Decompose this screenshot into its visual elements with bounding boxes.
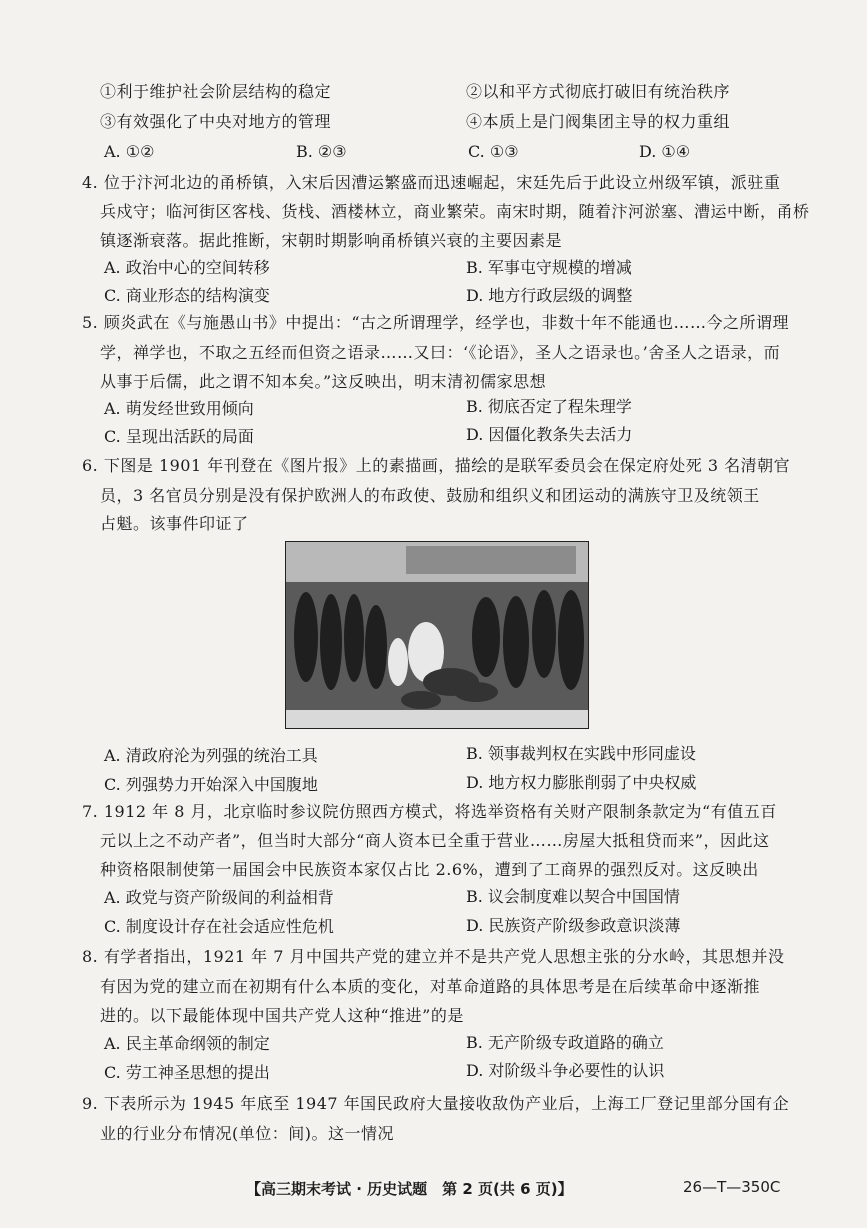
execution-sketch-image	[285, 541, 589, 729]
q3-statement-3: ③有效强化了中央对地方的管理	[100, 112, 332, 131]
q6-stem-line-1: 6. 下图是 1901 年刊登在《图片报》上的素描画，描绘的是联军委员会在保定府处死 3 名清朝官	[82, 456, 791, 475]
q7-stem-line-2: 元以上之不动产者”，但当时大部分“商人资本已全重于营业……房屋大抵租贷而来”，因此这	[100, 831, 770, 850]
q5-option-c: C. 呈现出活跃的局面	[104, 427, 254, 446]
page-footer-title: 【高三期末考试 · 历史试题 第 2 页(共 6 页)】	[246, 1180, 573, 1198]
q4-option-a: A. 政治中心的空间转移	[104, 258, 270, 277]
q8-option-a: A. 民主革命纲领的制定	[104, 1034, 270, 1053]
q4-option-b: B. 军事屯守规模的增减	[466, 258, 632, 277]
q8-stem-line-2: 有因为党的建立而在初期有什么本质的变化，对革命道路的具体思考是在后续革命中逐渐推	[100, 977, 761, 996]
q7-option-b: B. 议会制度难以契合中国国情	[466, 887, 680, 906]
q5-option-a: A. 萌发经世致用倾向	[104, 399, 254, 418]
q8-option-c: C. 劳工神圣思想的提出	[104, 1063, 270, 1082]
q3-statement-2: ②以和平方式彻底打破旧有统治秩序	[466, 82, 731, 101]
q3-option-a: A. ①②	[104, 142, 155, 161]
q3-statement-4: ④本质上是门阀集团主导的权力重组	[466, 112, 731, 131]
sketch-illustration	[286, 542, 588, 728]
q7-option-d: D. 民族资产阶级参政意识淡薄	[466, 916, 681, 935]
q6-option-b: B. 领事裁判权在实践中形同虚设	[466, 744, 696, 763]
q6-option-c: C. 列强势力开始深入中国腹地	[104, 775, 318, 794]
q5-option-d: D. 因僵化教条失去活力	[466, 425, 633, 444]
exam-code: 26—T—350C	[683, 1178, 781, 1196]
q6-option-d: D. 地方权力膨胀削弱了中央权威	[466, 773, 697, 792]
q7-stem-line-1: 7. 1912 年 8 月，北京临时参议院仿照西方模式，将选举资格有关财产限制条款定为“有值五百	[82, 802, 777, 821]
q8-option-d: D. 对阶级斗争必要性的认识	[466, 1061, 665, 1080]
q3-option-d: D. ①④	[639, 142, 691, 161]
q4-option-d: D. 地方行政层级的调整	[466, 286, 633, 305]
q6-stem-line-3: 占魁。该事件印证了	[100, 514, 249, 533]
q7-option-a: A. 政党与资产阶级间的利益相背	[104, 888, 334, 907]
q7-stem-line-3: 种资格限制使第一届国会中民族资本家仅占比 2.6%，遭到了工商界的强烈反对。这反映出	[100, 860, 759, 879]
q5-stem-line-3: 从事于后儒，此之谓不知本矣。”这反映出，明末清初儒家思想	[100, 372, 547, 391]
q7-option-c: C. 制度设计存在社会适应性危机	[104, 917, 334, 936]
q5-stem-line-1: 5. 顾炎武在《与施愚山书》中提出：“古之所谓理学，经学也，非数十年不能通也……今之所谓理	[82, 313, 790, 332]
q3-option-b: B. ②③	[296, 142, 347, 161]
q3-option-c: C. ①③	[468, 142, 519, 161]
q6-stem-line-2: 员，3 名官员分别是没有保护欧洲人的布政使、鼓励和组织义和团运动的满族守卫及统领王	[100, 486, 760, 505]
q5-option-b: B. 彻底否定了程朱理学	[466, 397, 632, 416]
q4-stem-line-1: 4. 位于汴河北边的甬桥镇，入宋后因漕运繁盛而迅速崛起，宋廷先后于此设立州级军镇，派驻重	[82, 173, 781, 192]
q6-option-a: A. 清政府沦为列强的统治工具	[104, 746, 318, 765]
q9-stem-line-1: 9. 下表所示为 1945 年底至 1947 年国民政府大量接收敌伪产业后，上海工厂登记里部分国有企	[82, 1094, 790, 1113]
q4-stem-line-3: 镇逐渐衰落。据此推断，宋朝时期影响甬桥镇兴衰的主要因素是	[100, 231, 563, 250]
q4-option-c: C. 商业形态的结构演变	[104, 286, 270, 305]
q3-statement-1: ①利于维护社会阶层结构的稳定	[100, 82, 332, 101]
q5-stem-line-2: 学，禅学也，不取之五经而但资之语录……又曰：‘《论语》，圣人之语录也。’舍圣人之语录，而	[100, 343, 781, 362]
q4-stem-line-2: 兵戍守；临河街区客栈、货栈、酒楼林立，商业繁荣。南宋时期，随着汴河淤塞、漕运中断，甬桥	[100, 202, 810, 221]
q9-stem-line-2: 业的行业分布情况(单位：间)。这一情况	[100, 1124, 394, 1143]
q8-stem-line-3: 进的。以下最能体现中国共产党人这种“推进”的是	[100, 1006, 464, 1025]
q8-option-b: B. 无产阶级专政道路的确立	[466, 1033, 664, 1052]
q8-stem-line-1: 8. 有学者指出，1921 年 7 月中国共产党的建立并不是共产党人思想主张的分水岭，其思想并没	[82, 947, 785, 966]
